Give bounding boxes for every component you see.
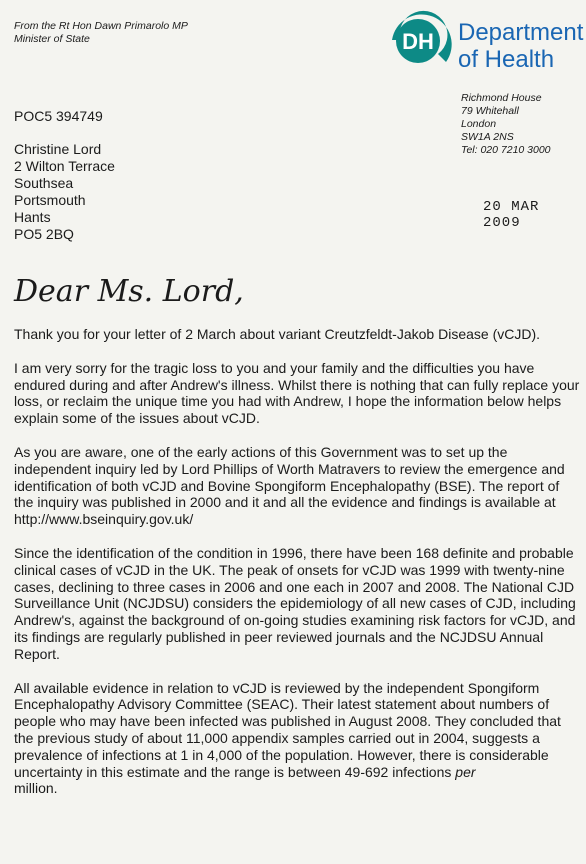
last-paragraph-italic: per [455,763,476,780]
sender-block [14,20,188,46]
recipient-line: 2 Wilton Terrace [14,158,115,174]
body-paragraph: Since the identification of the condition in 1996, there have been 168 definite and probable clinical cases of vCJD in the UK. The peak of onsets for vCJD was 1999 with twenty-nine cases, declining to three cases in 2006 and one each in 2007 and 2008. The National CJD Surveillance Unit (NCJDSU) considers the epidemiology of all new cases of CJD, including Andrew's, against the background of on-going studies examining risk factors for vCJD, and its findings are regularly published in peer reviewed journals and the NCJDSU Annual Report. [14,544,576,662]
recipient-line: Southsea [14,175,74,191]
recipient-line: Hants [14,209,51,225]
logo-line2: of Health [458,46,555,73]
address-line: 79 Whitehall [461,105,519,117]
reference-number: POC5 394749 [14,108,103,124]
last-paragraph-end: million. [14,780,58,797]
body-paragraph: Thank you for your letter of 2 March about variant Creutzfeldt-Jakob Disease (vCJD). [14,326,540,342]
recipient-address [14,141,115,243]
body-paragraph: I am very sorry for the tragic loss to you and your family and the difficulties you have endured during and after Andrew's illness. Whilst there is nothing that can fully replace your loss, or reclaim the unique time you had with Andrew, I hope the information below helps explain some of the issues about vCJD. [14,359,580,427]
last-paragraph-text: All available evidence in relation to vCJD is reviewed by the independent Spongiform Encephalopathy Advisory Committee (SEAC). Their latest statement about numbers of people who may have been infected was published in August 2008. They concluded that the previous study of about 11,000 appendix samples carried out in 2004, suggests a prevalence of infections at 1 in 4,000 of the population. However, there is considerable uncertainty in this estimate and the range is between 49-692 infections [14,679,561,780]
address-line: Richmond House [461,92,542,104]
department-of-health-logo [378,6,584,74]
sender-name: From the Rt Hon Dawn Primarolo MP [14,20,188,32]
address-line: Tel: 020 7210 3000 [461,144,551,156]
sender-title: Minister of State [14,33,90,45]
date-stamp: 20 MAR 2009 [483,199,540,231]
handwritten-salutation: Dear Ms. Lord, [14,274,244,309]
recipient-line: Christine Lord [14,141,102,157]
logo-abbrev: DH [402,29,434,54]
logo-line1: Department [458,19,584,46]
address-line: SW1A 2NS [461,131,514,143]
address-line: London [461,118,497,130]
department-address [461,92,551,157]
body-paragraph-last [14,680,580,798]
recipient-line: PO5 2BQ [14,226,74,242]
body-paragraph: As you are aware, one of the early actions of this Government was to set up the independent inquiry led by Lord Phillips of Worth Matravers to review the emergence and identification of both vCJD and Bovine Spongiform Encephalopathy (BSE). The report of the inquiry was published in 2000 and it and all the evidence and findings is available at http://www.bseinquiry.gov.uk/ [14,443,565,528]
recipient-line: Portsmouth [14,192,86,208]
letter-body [14,326,580,814]
